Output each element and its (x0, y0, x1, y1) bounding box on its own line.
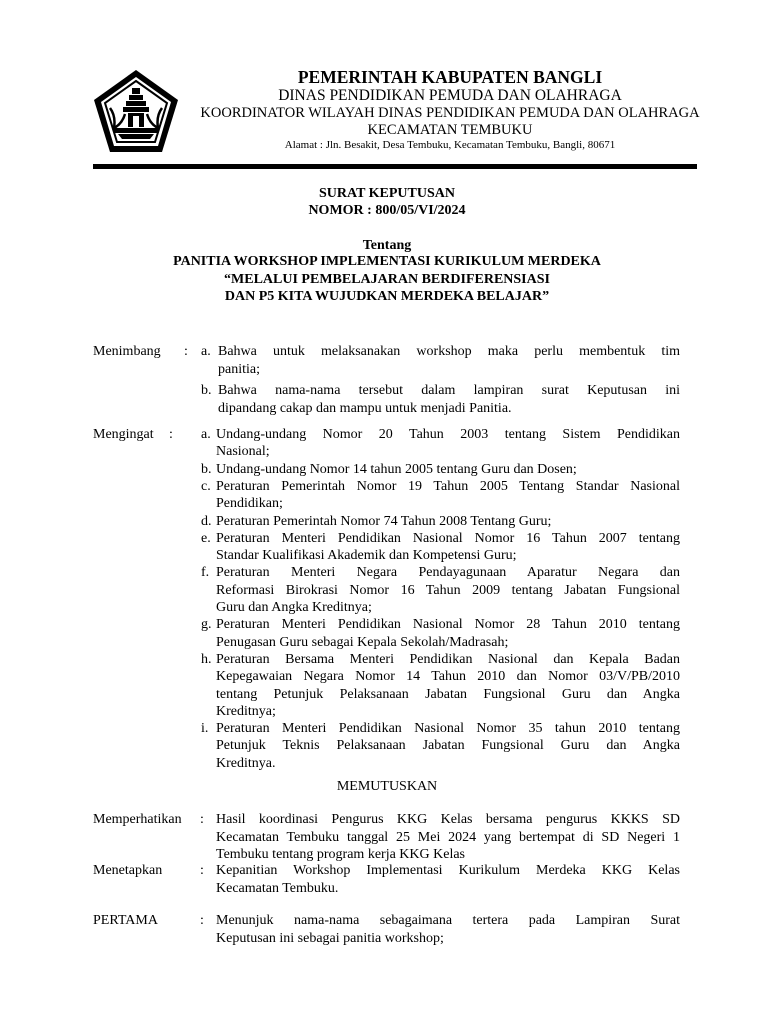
section-label-memperhatikan: Memperhatikan (93, 812, 182, 827)
document-number: NOMOR : 800/05/VI/2024 (308, 203, 466, 218)
section-label-menimbang: Menimbang (93, 344, 161, 359)
decision-heading: MEMUTUSKAN (336, 779, 438, 794)
list-item-line: tentang Petunjuk Pelaksanaan Jabatan Fungsional Guru dan Angka (216, 686, 680, 702)
document-subject: PANITIA WORKSHOP IMPLEMENTASI KURIKULUM MERDEKA (173, 254, 601, 269)
list-item-line: Penugasan Guru sebagai Kepala Sekolah/Madrasah; (216, 634, 509, 650)
list-item-letter: b. (201, 383, 212, 398)
list-item-line: Undang-undang Nomor 14 tahun 2005 tentang Guru dan Dosen; (216, 461, 577, 477)
list-item-line: Peraturan Menteri Pendidikan Nasional Nomor 35 tahun 2010 tentang (216, 721, 680, 737)
list-item-line: Peraturan Pemerintah Nomor 19 Tahun 2005 Tentang Standar Nasional (216, 478, 680, 494)
section-label-menetapkan: Menetapkan (93, 863, 163, 878)
list-item-letter: c. (201, 478, 211, 494)
letterhead-address: Alamat : Jln. Besakit, Desa Tembuku, Kecamatan Tembuku, Bangli, 80671 (284, 139, 616, 151)
colon: : (200, 812, 204, 827)
letterhead-divider (93, 164, 697, 169)
list-item-line: Kepegawaian Negara Nomor 14 Tahun 2010 dan Nomor 03/V/PB/2010 (216, 669, 680, 685)
list-item-line: Undang-undang Nomor 20 Tahun 2003 tentang Sistem Pendidikan (216, 427, 680, 442)
about-label: Tentang (362, 238, 412, 253)
list-item-letter: b. (201, 461, 212, 477)
list-item-line: Pendidikan; (216, 496, 283, 512)
list-item-letter: a. (201, 344, 211, 359)
list-item-line: Reformasi Birokrasi Nomor 16 Tahun 2009 tentang Jabatan Fungsional (216, 582, 680, 598)
list-item-letter: a. (201, 427, 211, 442)
list-item-line: Kreditnya. (216, 755, 276, 771)
body-line: Keputusan ini sebagai panitia workshop; (216, 930, 444, 946)
body-line: Kecamatan Tembuku. (216, 880, 339, 896)
document-type: SURAT KEPUTUSAN (318, 186, 455, 201)
list-item-line: Bahwa nama-nama tersebut dalam lampiran surat Keputusan ini (218, 383, 680, 398)
list-item-line: Nasional; (216, 444, 270, 460)
list-item-line: panitia; (218, 361, 260, 377)
colon: : (169, 427, 173, 442)
letterhead-coordinator: KOORDINATOR WILAYAH DINAS PENDIDIKAN PEMUDA DAN OLAHRAGA (200, 105, 700, 121)
letterhead-department: DINAS PENDIDIKAN PEMUDA DAN OLAHRAGA (278, 87, 622, 104)
list-item-line: dipandang cakap dan mampu untuk menjadi Panitia. (218, 400, 512, 416)
list-item-line: Peraturan Menteri Pendidikan Nasional Nomor 16 Tahun 2007 tentang (216, 530, 680, 546)
list-item-line: Kreditnya; (216, 703, 276, 719)
colon: : (200, 913, 204, 928)
bangli-regency-logo-icon (92, 68, 180, 154)
theme-line-2: DAN P5 KITA WUJUDKAN MERDEKA BELAJAR” (224, 289, 550, 304)
theme-line-1: “MELALUI PEMBELAJARAN BERDIFERENSIASI (224, 272, 550, 287)
letterhead-district: KECAMATAN TEMBUKU (367, 122, 533, 138)
list-item-line: Standar Kualifikasi Akademik dan Kompetensi Guru; (216, 548, 517, 564)
body-line: Kepanitian Workshop Implementasi Kurikulum Merdeka KKG Kelas (216, 863, 680, 878)
list-item-line: Peraturan Menteri Negara Pendayagunaan Aparatur Negara dan (216, 565, 680, 581)
body-line: Menunjuk nama-nama sebagaimana tertera pada Lampiran Surat (216, 913, 680, 928)
list-item-line: Peraturan Bersama Menteri Pendidikan Nasional dan Kepala Badan (216, 651, 680, 667)
body-line: Kecamatan Tembuku tanggal 25 Mei 2024 yang bertempat di SD Negeri 1 (216, 829, 680, 845)
colon: : (184, 344, 188, 359)
list-item-letter: i. (201, 721, 209, 737)
list-item-line: Bahwa untuk melaksanakan workshop maka perlu membentuk tim (218, 344, 680, 359)
list-item-letter: f. (201, 565, 210, 581)
list-item-line: Peraturan Pemerintah Nomor 74 Tahun 2008 Tentang Guru; (216, 513, 552, 529)
list-item-line: Peraturan Menteri Pendidikan Nasional Nomor 28 Tahun 2010 tentang (216, 617, 680, 633)
list-item-letter: d. (201, 513, 212, 529)
colon: : (200, 863, 204, 878)
section-label-pertama: PERTAMA (93, 913, 158, 928)
body-line: Tembuku tentang program kerja KKG Kelas (216, 847, 465, 862)
section-label-mengingat: Mengingat (93, 427, 154, 442)
list-item-line: Petunjuk Teknis Pelaksanaan Jabatan Fungsional Guru dan Angka (216, 738, 680, 754)
list-item-line: Guru dan Angka Kreditnya; (216, 600, 372, 615)
list-item-letter: e. (201, 530, 211, 546)
letterhead-government: PEMERINTAH KABUPATEN BANGLI (297, 67, 603, 87)
list-item-letter: h. (201, 651, 212, 667)
body-line: Hasil koordinasi Pengurus KKG Kelas bersama pengurus KKKS SD (216, 812, 680, 827)
list-item-letter: g. (201, 617, 212, 633)
